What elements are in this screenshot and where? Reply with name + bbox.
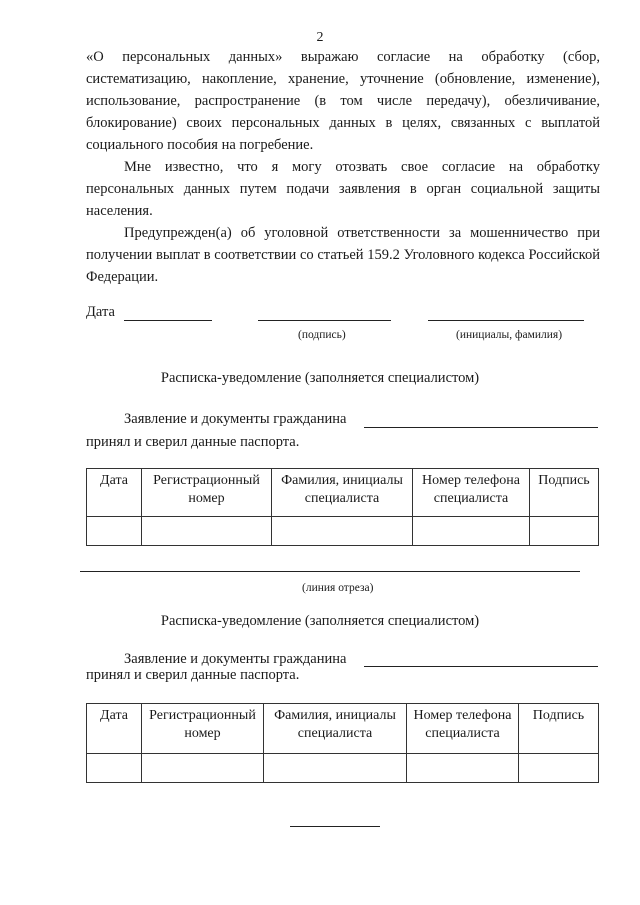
table-cell[interactable]: [142, 517, 272, 546]
receipt-title: Расписка-уведомление (заполняется специалистом): [160, 370, 480, 386]
header-cell: Фамилия, инициалы специалиста: [272, 469, 413, 517]
date-label: Дата: [86, 304, 115, 320]
table-cell[interactable]: [87, 517, 142, 546]
header-cell: Дата: [87, 469, 142, 517]
page-number: 2: [316, 30, 324, 45]
receipt-table: [86, 703, 599, 783]
table-cell[interactable]: [519, 754, 599, 783]
revocation-paragraph: Мне известно, что я могу отозвать свое согласие на обработку персональных данных путем подачи заявления в орган социальной защиты населения.: [86, 159, 600, 219]
name-field[interactable]: [428, 320, 584, 321]
signature-field[interactable]: [258, 320, 391, 321]
header-cell: Номер телефона специалиста: [413, 469, 530, 517]
header-cell: Регистрационный номер: [142, 469, 272, 517]
name-caption: (инициалы, фамилия): [456, 329, 563, 341]
header-cell: Подпись: [519, 704, 599, 754]
table-cell[interactable]: [413, 517, 530, 546]
table-cell[interactable]: [530, 517, 599, 546]
header-cell: Подпись: [530, 469, 599, 517]
table-cell[interactable]: [264, 754, 407, 783]
header-cell: Регистрационный номер: [142, 704, 264, 754]
table-cell[interactable]: [407, 754, 519, 783]
header-cell: Номер телефона специалиста: [407, 704, 519, 754]
receipt-table: [86, 468, 599, 546]
header-cell: Дата: [87, 704, 142, 754]
receipt-title: Расписка-уведомление (заполняется специалистом): [160, 613, 480, 629]
receipt-statement-cont: принял и сверил данные паспорта.: [86, 667, 300, 683]
header-cell: Фамилия, инициалы специалиста: [264, 704, 407, 754]
receipt-statement-cont: принял и сверил данные паспорта.: [86, 434, 300, 450]
table-cell[interactable]: [272, 517, 413, 546]
cut-line: [80, 571, 580, 572]
liability-paragraph: Предупрежден(а) об уголовной ответственности за мошенничество при получении выплат в соответствии со статьей 159.2 Уголовного кодекса Российской Федерации.: [86, 225, 600, 285]
citizen-name-field[interactable]: [364, 427, 598, 428]
consent-paragraph: «О персональных данных» выражаю согласие на обработку (сбор, систематизацию, накопление, хранение, уточнение (обновление, изменение), использование, распространение (в том числе передачу), обезличивание, блокирование) своих персональных данных в целях, связанных с выплатой социального пособия на погребение.: [86, 49, 600, 153]
citizen-name-field[interactable]: [364, 666, 598, 667]
cut-line-label: (линия отреза): [302, 582, 374, 594]
table-cell[interactable]: [87, 754, 142, 783]
signature-caption: (подпись): [298, 329, 346, 341]
date-field[interactable]: [124, 320, 212, 321]
end-rule: [290, 826, 380, 827]
receipt-statement: Заявление и документы гражданина: [124, 651, 347, 667]
table-cell[interactable]: [142, 754, 264, 783]
receipt-statement: Заявление и документы гражданина: [124, 411, 347, 427]
